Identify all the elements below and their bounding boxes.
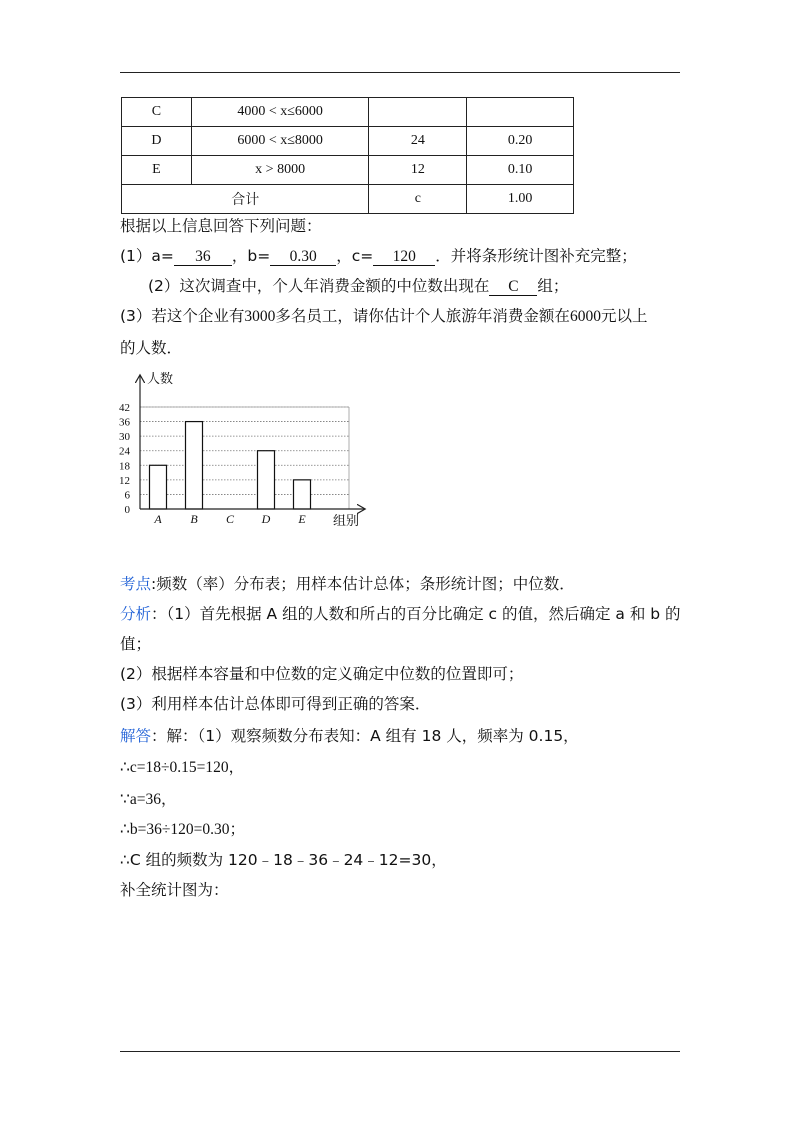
q1-suffix: ．并将条形统计图补充完整； bbox=[435, 247, 637, 265]
y-tick-label: 6 bbox=[124, 489, 130, 502]
fenxi-step-3: (3）利用样本估计总体即可得到正确的答案． bbox=[120, 695, 431, 713]
y-tick-label: 12 bbox=[119, 474, 130, 487]
cell-count: 12 bbox=[369, 156, 467, 185]
x-axis-title: 组别 bbox=[333, 514, 360, 529]
y-tick-label: 30 bbox=[119, 431, 130, 444]
cell-total-label: 合计 bbox=[122, 185, 369, 214]
cell-group: E bbox=[122, 156, 192, 185]
q3-number-2: 6000 bbox=[569, 308, 601, 325]
x-tick-label: B bbox=[190, 512, 198, 526]
cell-count bbox=[369, 98, 467, 127]
q3-text-a: (3）若这个企业有 bbox=[120, 307, 245, 325]
bar-D bbox=[258, 451, 275, 509]
x-tick-label: A bbox=[154, 512, 162, 526]
q2-answer: C bbox=[489, 278, 537, 296]
solution-step-4: ∴C 组的频数为 120﹣18﹣36﹣24﹣12=30， bbox=[120, 851, 447, 869]
q1-prefix: (1）a= bbox=[120, 247, 174, 265]
questions-intro: 根据以上信息回答下列问题： bbox=[120, 217, 322, 235]
cell-range: 4000 < x≤6000 bbox=[191, 98, 369, 127]
cell-total-count: c bbox=[369, 185, 467, 214]
x-tick-label: E bbox=[298, 512, 306, 526]
q1-b-label: ，b= bbox=[231, 247, 271, 265]
y-tick-label: 24 bbox=[119, 445, 130, 458]
solution-step-3: ∴b=36÷120=0.30； bbox=[120, 821, 245, 838]
question-3-line2: 的人数． bbox=[120, 339, 183, 357]
fenxi-step-2: (2）根据样本容量和中位数的定义确定中位数的位置即可； bbox=[120, 665, 524, 683]
header-rule bbox=[120, 72, 680, 73]
jieda-text: ：解：（1）观察频数分布表知：A 组有 18 人，频率为 0.15， bbox=[151, 727, 579, 745]
fenxi-line bbox=[120, 604, 681, 624]
question-1 bbox=[120, 246, 637, 266]
q3-text-b: 多名员工，请你估计个人旅游年消费金额在 bbox=[275, 307, 570, 325]
q1-answer-b: 0.30 bbox=[270, 248, 336, 266]
cell-freq: 0.10 bbox=[467, 156, 574, 185]
q1-answer-a: 36 bbox=[174, 248, 232, 266]
cell-range: 6000 < x≤8000 bbox=[191, 127, 369, 156]
cell-group: C bbox=[122, 98, 192, 127]
y-tick-label: 18 bbox=[119, 460, 130, 473]
fenxi-text-2: 值； bbox=[120, 635, 152, 653]
q3-text-c: 元以上 bbox=[600, 307, 648, 325]
table-total-row bbox=[122, 185, 574, 214]
kaodian-label: 考点 bbox=[120, 575, 152, 593]
y-axis-title: 人数 bbox=[147, 372, 174, 387]
frequency-table bbox=[121, 97, 574, 214]
jieda-label: 解答 bbox=[120, 727, 152, 745]
x-tick-label: C bbox=[225, 512, 235, 526]
q1-answer-c: 120 bbox=[373, 248, 435, 266]
kaodian-text: :频数（率）分布表；用样本估计总体；条形统计图；中位数． bbox=[151, 575, 575, 593]
bar-E bbox=[294, 480, 311, 509]
solution-step-1: ∴c=18÷0.15=120， bbox=[120, 759, 245, 776]
cell-group: D bbox=[122, 127, 192, 156]
question-2 bbox=[148, 276, 568, 296]
fenxi-text: ：（1）首先根据 A 组的人数和所占的百分比确定 c 的值，然后确定 a 和 b 的 bbox=[151, 605, 681, 623]
y-tick-label: 36 bbox=[119, 416, 130, 429]
table-row bbox=[122, 98, 574, 127]
footer-rule bbox=[120, 1051, 680, 1052]
cell-freq: 0.20 bbox=[467, 127, 574, 156]
x-tick-label: D bbox=[261, 512, 271, 526]
fenxi-label: 分析 bbox=[120, 605, 152, 623]
jieda-line bbox=[120, 726, 579, 746]
kaodian-line bbox=[120, 574, 575, 594]
table-row bbox=[122, 127, 574, 156]
cell-range: x > 8000 bbox=[191, 156, 369, 185]
bar-A bbox=[150, 465, 167, 509]
bar-chart bbox=[118, 368, 378, 533]
bar-B bbox=[186, 422, 203, 509]
q2-suffix: 组； bbox=[537, 277, 569, 295]
q3-number-1: 3000 bbox=[244, 308, 276, 325]
solution-step-5: 补全统计图为： bbox=[120, 881, 229, 899]
cell-total-freq: 1.00 bbox=[467, 185, 574, 214]
cell-count: 24 bbox=[369, 127, 467, 156]
question-3-line1 bbox=[120, 306, 647, 327]
q2-prefix: (2）这次调查中，个人年消费金额的中位数出现在 bbox=[148, 277, 490, 295]
y-tick-label: 42 bbox=[119, 402, 130, 414]
solution-step-2: ∵a=36， bbox=[120, 791, 177, 808]
table-row bbox=[122, 156, 574, 185]
y-tick-label: 0 bbox=[124, 504, 130, 516]
cell-freq bbox=[467, 98, 574, 127]
q1-c-label: ，c= bbox=[336, 247, 374, 265]
